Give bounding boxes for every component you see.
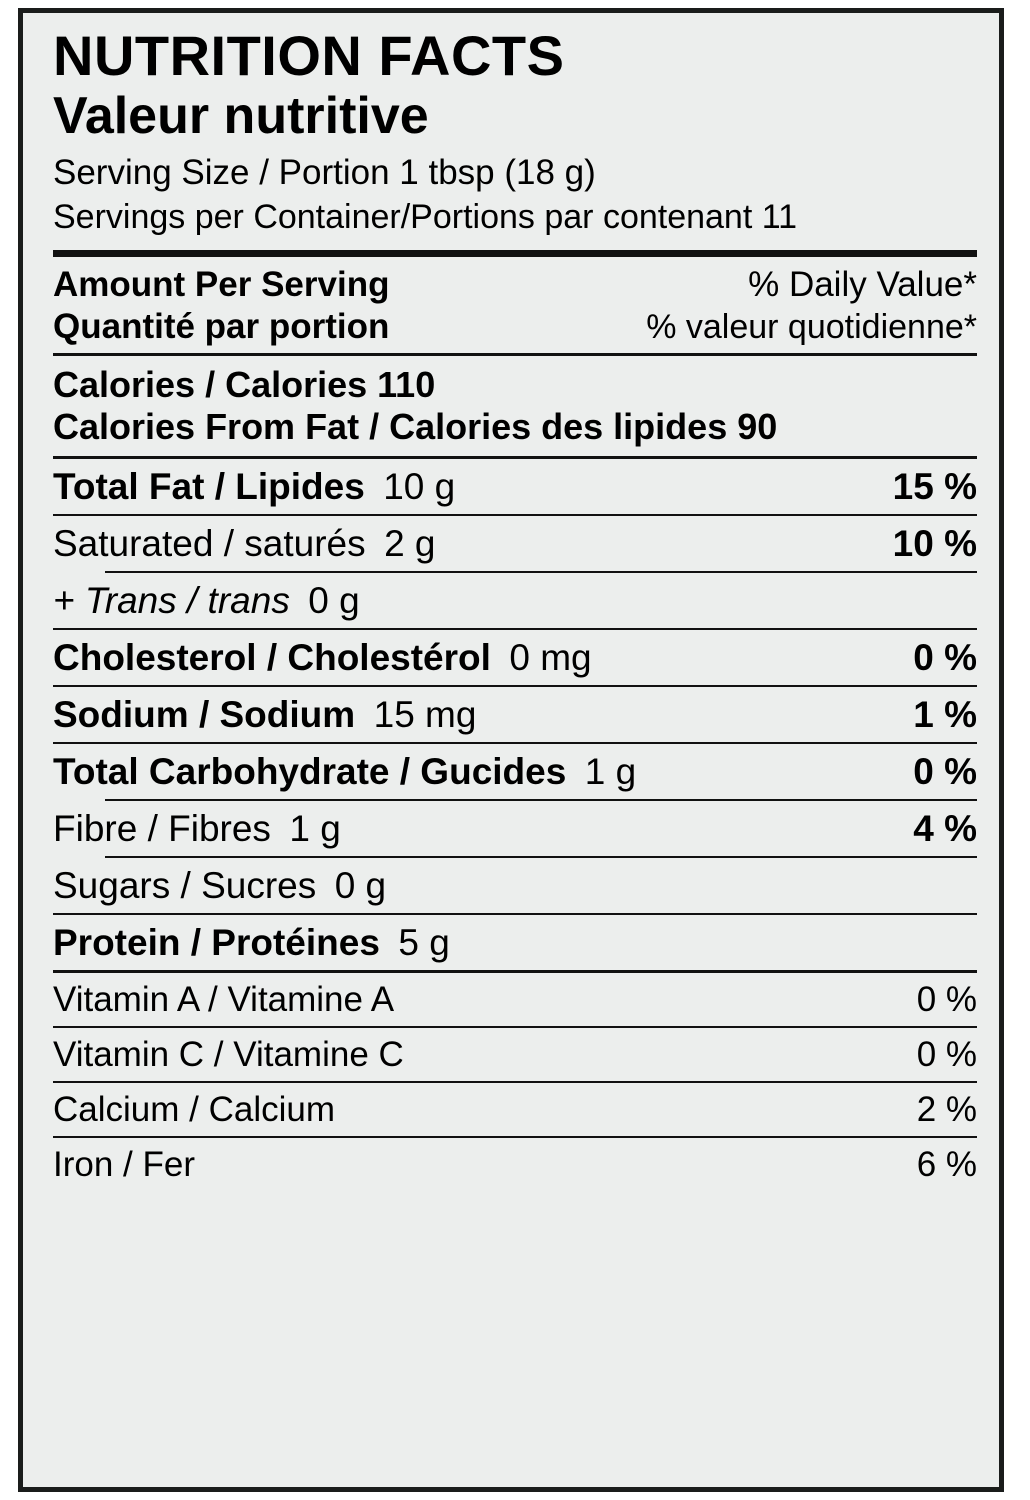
nutrition-facts-label xyxy=(18,8,1004,1492)
nutrient-dv-sodium: 1 % xyxy=(913,694,977,736)
nutrient-row-sodium xyxy=(53,687,977,742)
serving-size-line: Serving Size / Portion 1 tbsp (18 g) xyxy=(53,152,596,192)
daily-value-label-fr: % valeur quotidienne* xyxy=(646,308,977,347)
vitamin-dv-vitamin-a: 0 % xyxy=(916,980,977,1020)
nutrient-name-sodium: Sodium / Sodium xyxy=(53,694,356,736)
vitamin-name-vitamin-a: Vitamin A / Vitamine A xyxy=(53,980,395,1020)
nutrient-amount-protein: 5 g xyxy=(398,922,450,964)
nutrient-row-fibre xyxy=(53,801,977,856)
vitamin-name-calcium: Calcium / Calcium xyxy=(53,1090,335,1130)
nutrient-dv-cholesterol: 0 % xyxy=(913,637,977,679)
nutrient-name-sugars: Sugars / Sucres xyxy=(53,865,317,907)
nutrient-row-sugars xyxy=(53,858,977,913)
vitamin-dv-calcium: 2 % xyxy=(916,1090,977,1130)
amount-per-serving-row-fr xyxy=(53,305,977,353)
nutrient-amount-cholesterol: 0 mg xyxy=(509,637,592,679)
nutrient-amount-trans: 0 g xyxy=(308,580,360,622)
nutrient-row-protein xyxy=(53,915,977,970)
label-title-fr: Valeur nutritive xyxy=(53,86,429,145)
nutrient-amount-saturated: 2 g xyxy=(384,523,436,565)
nutrient-name-cholesterol: Cholesterol / Cholestérol xyxy=(53,637,491,679)
nutrient-amount-total-fat: 10 g xyxy=(383,466,456,508)
nutrient-dv-total-fat: 15 % xyxy=(892,466,977,508)
nutrient-row-total-carbohydrate xyxy=(53,744,977,799)
nutrient-name-saturated: Saturated / saturés xyxy=(53,523,366,565)
nutrient-name-trans: + Trans / trans xyxy=(53,580,290,622)
divider-thick-top xyxy=(53,250,977,257)
nutrient-dv-saturated: 10 % xyxy=(892,523,977,565)
daily-value-label-en: % Daily Value* xyxy=(748,265,977,305)
vitamin-row-calcium xyxy=(53,1083,977,1136)
nutrient-amount-sugars: 0 g xyxy=(334,865,387,907)
vitamin-dv-vitamin-c: 0 % xyxy=(916,1035,977,1075)
amount-per-serving-label-en: Amount Per Serving xyxy=(53,265,390,305)
amount-per-serving-row-en xyxy=(53,257,977,305)
nutrient-dv-total-carbohydrate: 0 % xyxy=(913,751,977,793)
label-content xyxy=(53,24,977,1487)
vitamin-name-iron: Iron / Fer xyxy=(53,1145,195,1185)
nutrient-row-cholesterol xyxy=(53,630,977,685)
servings-per-container-line: Servings per Container/Portions par contenant 11 xyxy=(53,197,798,236)
nutrient-name-protein: Protein / Protéines xyxy=(53,922,380,964)
calories-from-fat-line: Calories From Fat / Calories des lipides 90 xyxy=(53,406,778,448)
vitamin-dv-iron: 6 % xyxy=(916,1145,977,1185)
nutrient-dv-fibre: 4 % xyxy=(913,808,977,850)
vitamin-row-vitamin-c xyxy=(53,1028,977,1081)
nutrient-row-trans xyxy=(53,573,977,628)
label-title-en: NUTRITION FACTS xyxy=(53,24,565,87)
vitamin-row-iron xyxy=(53,1138,977,1191)
nutrient-row-total-fat xyxy=(53,459,977,514)
vitamin-row-vitamin-a xyxy=(53,973,977,1026)
calories-line: Calories / Calories 110 xyxy=(53,364,436,406)
nutrient-amount-sodium: 15 mg xyxy=(373,694,477,736)
nutrient-amount-total-carbohydrate: 1 g xyxy=(584,751,637,793)
nutrient-row-saturated xyxy=(53,516,977,571)
nutrient-amount-fibre: 1 g xyxy=(289,808,341,850)
vitamin-name-vitamin-c: Vitamin C / Vitamine C xyxy=(53,1035,404,1075)
amount-per-serving-label-fr: Quantité par portion xyxy=(53,307,390,347)
nutrient-name-total-fat: Total Fat / Lipides xyxy=(53,466,365,508)
nutrient-name-fibre: Fibre / Fibres xyxy=(53,808,271,850)
nutrient-name-total-carbohydrate: Total Carbohydrate / Gucides xyxy=(53,751,567,793)
